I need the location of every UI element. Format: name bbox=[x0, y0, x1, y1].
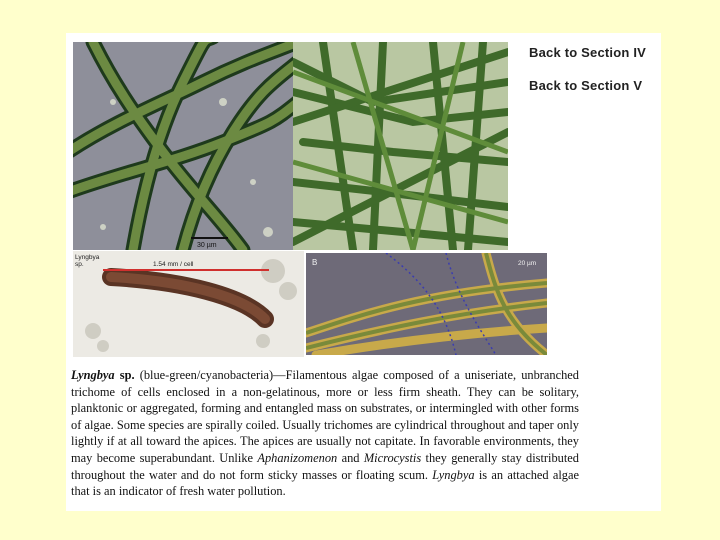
back-to-section-v-link[interactable]: Back to Section V bbox=[529, 78, 643, 93]
scale-label-4: 20 µm bbox=[518, 260, 537, 267]
back-to-section-iv-link[interactable]: Back to Section IV bbox=[529, 45, 647, 60]
description-paragraph: Lyngbya sp. (blue-green/cyanobacteria)—Filamentous algae composed of a uniseriate, unbranched trichome of cells enclosed in a non-gelatinous, more or less firm sheath. They can be solitary, planktonic or aggregated, forming and entangled mass on substrates, or intermingled with other forms of algae. Some species are spirally coiled. Usually trichomes are cylindrical throughout and taper only lightly if at all toward the apices. The apices are usually not capitate. In favorable environments, they may become superabundant. Unlike Aphanizomenon and Microcystis they generally stay distributed throughout the water and do not form sticky masses or floating scum. Lyngbya is an attached algae that is an indicator of fresh water pollution. bbox=[71, 368, 580, 499]
scale-label-3: 1.54 mm / cell bbox=[153, 261, 194, 268]
content-sheet bbox=[66, 33, 661, 511]
species-label: Lyngbya sp. bbox=[75, 254, 100, 268]
micrograph-single-filament bbox=[73, 251, 304, 357]
micrograph-sheath-filaments bbox=[306, 253, 547, 355]
micrograph-filaments-2 bbox=[293, 42, 508, 250]
genus-name: Lyngbya bbox=[71, 368, 115, 382]
panel-letter: B bbox=[312, 258, 318, 267]
micrograph-filaments-1 bbox=[73, 42, 293, 250]
scale-label-1: 30 µm bbox=[197, 242, 217, 249]
